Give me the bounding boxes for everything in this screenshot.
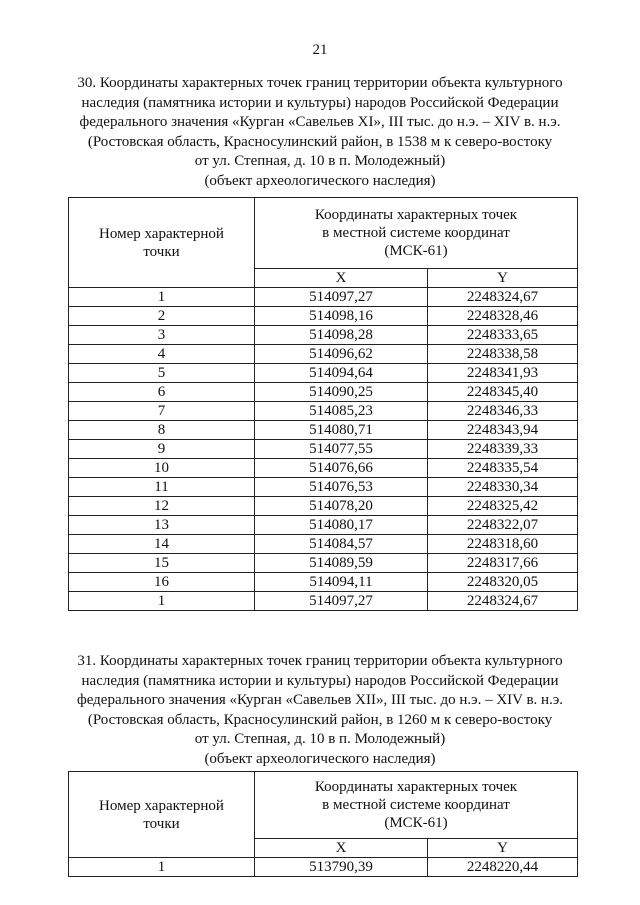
table-row	[69, 497, 578, 516]
title-line: 31. Координаты характерных точек границ территории объекта культурного	[77, 653, 563, 669]
point-number: 13	[69, 516, 255, 535]
point-number: 10	[69, 459, 255, 478]
title-line: федерального значения «Курган «Савельев XI», III тыс. до н.э. – XIV в. н.э.	[79, 114, 561, 130]
y-value: 2248343,94	[428, 421, 578, 440]
point-number: 4	[69, 345, 255, 364]
x-value: 514089,59	[255, 554, 428, 573]
x-value: 513790,39	[255, 858, 428, 877]
table-row	[69, 592, 578, 611]
point-number: 1	[69, 288, 255, 307]
x-value: 514090,25	[255, 383, 428, 402]
point-number: 15	[69, 554, 255, 573]
coordinates-table-30	[68, 197, 578, 611]
title-line: (Ростовская область, Красносулинский район, в 1260 м к северо-востоку	[87, 711, 553, 728]
coordinates-header-line: Координаты характерных точек	[314, 779, 518, 795]
y-header: Y	[428, 839, 578, 858]
point-number: 2	[69, 307, 255, 326]
section-31-title	[40, 652, 600, 769]
x-value: 514097,27	[255, 288, 428, 307]
table-row	[69, 326, 578, 345]
x-value: 514085,23	[255, 402, 428, 421]
table-row	[69, 516, 578, 535]
x-value: 514077,55	[255, 440, 428, 459]
x-value: 514080,17	[255, 516, 428, 535]
point-number: 16	[69, 573, 255, 592]
table-row	[69, 307, 578, 326]
title-line: наследия (памятника истории и культуры) народов Российской Федерации	[81, 672, 559, 689]
table-row	[69, 478, 578, 497]
header-row	[69, 198, 578, 269]
coordinates-header	[255, 772, 578, 839]
y-value: 2248341,93	[428, 364, 578, 383]
coordinates-header-line: (МСК-61)	[384, 815, 448, 831]
y-value: 2248318,60	[428, 535, 578, 554]
y-value: 2248324,67	[428, 592, 578, 611]
table-row	[69, 573, 578, 592]
x-value: 514096,62	[255, 345, 428, 364]
y-value: 2248339,33	[428, 440, 578, 459]
y-value: 2248346,33	[428, 402, 578, 421]
y-value: 2248335,54	[428, 459, 578, 478]
table-row	[69, 288, 578, 307]
table-row	[69, 554, 578, 573]
x-value: 514076,53	[255, 478, 428, 497]
title-line: федерального значения «Курган «Савельев XII», III тыс. до н.э. – XIV в. н.э.	[76, 692, 564, 708]
point-number: 6	[69, 383, 255, 402]
y-value: 2248330,34	[428, 478, 578, 497]
point-number: 3	[69, 326, 255, 345]
title-line: (объект археологического наследия)	[204, 750, 436, 767]
point-number: 8	[69, 421, 255, 440]
table-row	[69, 535, 578, 554]
y-value: 2248322,07	[428, 516, 578, 535]
section-30-title	[40, 74, 600, 191]
x-header: X	[255, 839, 428, 858]
table-row	[69, 402, 578, 421]
coordinates-header-line: в местной системе координат	[322, 225, 510, 241]
point-number: 5	[69, 364, 255, 383]
y-value: 2248317,66	[428, 554, 578, 573]
title-line: 30. Координаты характерных точек границ территории объекта культурного	[77, 75, 563, 91]
x-value: 514084,57	[255, 535, 428, 554]
x-value: 514097,27	[255, 592, 428, 611]
point-number: 12	[69, 497, 255, 516]
table-row	[69, 364, 578, 383]
coordinates-header	[255, 198, 578, 269]
x-value: 514078,20	[255, 497, 428, 516]
y-value: 2248324,67	[428, 288, 578, 307]
x-value: 514076,66	[255, 459, 428, 478]
point-number: 7	[69, 402, 255, 421]
title-line: наследия (памятника истории и культуры) народов Российской Федерации	[81, 94, 559, 111]
x-value: 514094,64	[255, 364, 428, 383]
coordinates-header-line: (МСК-61)	[384, 243, 448, 259]
x-value: 514098,16	[255, 307, 428, 326]
page-number: 21	[312, 42, 328, 58]
table-row	[69, 858, 578, 877]
point-number: 1	[69, 858, 255, 877]
title-line: (объект археологического наследия)	[204, 172, 436, 189]
coordinates-header-line: в местной системе координат	[322, 797, 510, 813]
point-number: 11	[69, 478, 255, 497]
y-value: 2248345,40	[428, 383, 578, 402]
y-value: 2248333,65	[428, 326, 578, 345]
x-value: 514094,11	[255, 573, 428, 592]
title-line: (Ростовская область, Красносулинский район, в 1538 м к северо-востоку	[87, 133, 553, 150]
table-row	[69, 459, 578, 478]
point-number: 14	[69, 535, 255, 554]
title-line: от ул. Степная, д. 10 в п. Молодежный)	[194, 153, 446, 169]
table-row	[69, 421, 578, 440]
point-number-header: Номер характерной точки	[69, 198, 255, 288]
point-number: 9	[69, 440, 255, 459]
coordinates-table-31	[68, 771, 578, 877]
x-value: 514098,28	[255, 326, 428, 345]
y-value: 2248325,42	[428, 497, 578, 516]
table-row	[69, 440, 578, 459]
table-row	[69, 383, 578, 402]
y-header: Y	[428, 269, 578, 288]
y-value: 2248338,58	[428, 345, 578, 364]
coordinates-header-line: Координаты характерных точек	[314, 207, 518, 223]
x-header: X	[255, 269, 428, 288]
table-row	[69, 345, 578, 364]
y-value: 2248220,44	[428, 858, 578, 877]
title-line: от ул. Степная, д. 10 в п. Молодежный)	[194, 731, 446, 747]
y-value: 2248320,05	[428, 573, 578, 592]
point-number: 1	[69, 592, 255, 611]
header-row	[69, 772, 578, 839]
x-value: 514080,71	[255, 421, 428, 440]
y-value: 2248328,46	[428, 307, 578, 326]
point-number-header: Номер характерной точки	[69, 772, 255, 858]
